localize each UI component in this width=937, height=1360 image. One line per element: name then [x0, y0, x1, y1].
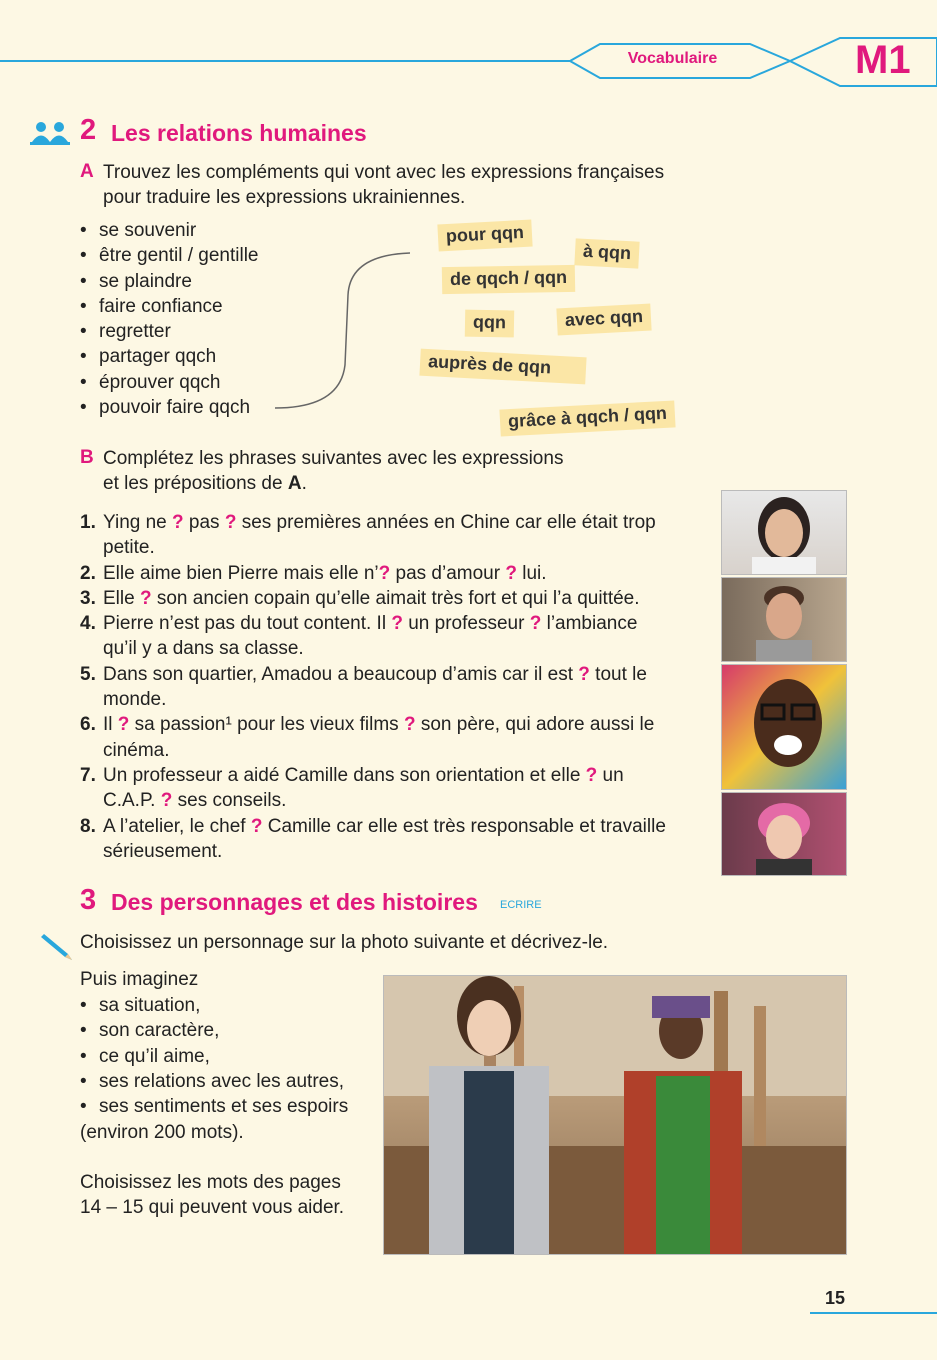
part-a-line-1: Trouvez les compléments qui vont avec les expressions françaises: [103, 162, 665, 183]
sentence-text: lui.: [516, 562, 547, 584]
sentence-text: Un professeur a aidé Camille dans son orientation et elle: [103, 764, 586, 786]
expression-item: • regretter: [80, 319, 259, 344]
tip-text: [80, 1170, 344, 1220]
sentence-item: [80, 586, 695, 611]
pencil-icon: [40, 930, 76, 960]
complement-tag: avec qqn: [556, 304, 651, 336]
sentence-number: 7.: [80, 764, 96, 786]
sentence-text: ses conseils.: [172, 790, 287, 812]
complement-tag: de qqch / qqn: [442, 265, 575, 294]
sentence-text: un professeur: [402, 613, 530, 635]
exercise-3-instruction: Choisissez un personnage sur la photo suivante et décrivez-le.: [80, 932, 609, 953]
word-count-note: (environ 200 mots).: [80, 1122, 244, 1143]
expression-item: • pouvoir faire qqch: [80, 395, 259, 420]
complement-tag: grâce à qqch / qqn: [499, 400, 675, 436]
expression-list: [80, 218, 259, 420]
complement-tag: auprès de qqn: [419, 349, 586, 385]
complement-tag: à qqn: [574, 238, 639, 268]
sentence-number: 3.: [80, 587, 96, 609]
sentence-text: pas d’amour: [390, 562, 506, 584]
complement-tag: pour qqn: [437, 220, 532, 252]
imagine-list: [80, 993, 348, 1119]
sentence-list: [80, 510, 695, 864]
tip-line-2: 14 – 15 qui peuvent vous aider.: [80, 1197, 345, 1218]
part-a-letter: A: [80, 161, 94, 182]
blank-marker: ?: [160, 790, 173, 812]
section-label: Vocabulaire: [627, 50, 718, 67]
blank-marker: ?: [172, 512, 184, 533]
expression-item: • être gentil / gentille: [80, 243, 259, 268]
expression-item: • se souvenir: [80, 218, 259, 243]
expression-item: • éprouver qqch: [80, 370, 259, 395]
sentence-text: sérieusement.: [103, 840, 223, 862]
imagine-item: • ce qu’il aime,: [80, 1044, 348, 1069]
sentence-text: l’ambiance: [541, 613, 638, 635]
portrait-photo-ying: [721, 490, 847, 575]
blank-marker: ?: [224, 512, 237, 533]
blank-marker: ?: [585, 764, 598, 786]
sentence-text: Elle aime bien Pierre mais elle n’: [103, 562, 379, 584]
tip-line-1: Choisissez les mots des pages: [80, 1172, 341, 1193]
sentence-text: qu’il y a dans sa classe.: [103, 638, 304, 660]
sentence-text: Il: [103, 714, 118, 736]
sentence-text: Ying ne: [103, 512, 173, 533]
part-a-instruction: [103, 160, 664, 210]
part-a-line-2: pour traduire les expressions ukrainiennes.: [103, 187, 466, 208]
footer-rule: [810, 1312, 937, 1314]
module-label: M1: [855, 38, 911, 82]
sentence-item: [80, 814, 695, 865]
sentence-number: 8.: [80, 815, 96, 837]
blank-marker: ?: [529, 613, 542, 635]
exercise-2-number: 2: [80, 114, 97, 146]
blank-marker: ?: [250, 815, 263, 837]
sentence-number: 5.: [80, 663, 96, 685]
blank-marker: ?: [117, 714, 130, 736]
sentence-number: 2.: [80, 562, 96, 584]
blank-marker: ?: [391, 613, 403, 635]
sentence-text: Camille car elle est très responsable et travaille: [262, 815, 666, 837]
sentence-text: petite.: [103, 537, 155, 559]
blank-marker: ?: [505, 562, 517, 584]
sentence-text: cinéma.: [103, 739, 170, 761]
exercise-3-number: 3: [80, 884, 97, 916]
expression-item: • faire confiance: [80, 294, 259, 319]
expression-item: • partager qqch: [80, 344, 259, 369]
expression-item: • se plaindre: [80, 269, 259, 294]
blank-marker: ?: [378, 562, 391, 584]
sentence-item: [80, 763, 695, 814]
blank-marker: ?: [403, 714, 416, 736]
sentence-text: A l’atelier, le chef: [103, 815, 251, 837]
sentence-text: tout le: [589, 663, 647, 685]
part-b-line-1: Complétez les phrases suivantes avec les expressions: [103, 448, 564, 469]
sentence-number: 6.: [80, 714, 96, 736]
imagine-item: • sa situation,: [80, 993, 348, 1018]
sentence-item: [80, 662, 695, 713]
portrait-photo-camille: [721, 792, 847, 876]
portrait-photo-pierre: [721, 577, 847, 662]
sentence-item: [80, 712, 695, 763]
sentence-item: [80, 561, 695, 586]
complement-tag: qqn: [465, 310, 514, 338]
sentence-text: Pierre n’est pas du tout content. Il: [103, 613, 392, 635]
sentence-text: sa passion¹ pour les vieux films: [129, 714, 404, 736]
sentence-text: Dans son quartier, Amadou a beaucoup d’amis car il est: [103, 663, 579, 685]
workshop-photo: [383, 975, 847, 1255]
part-b-letter: B: [80, 447, 94, 468]
header-decoration: [0, 30, 937, 100]
sentence-text: pas: [183, 512, 225, 533]
imagine-item: • ses relations avec les autres,: [80, 1069, 348, 1094]
exercise-3-intro: Puis imaginez: [80, 969, 199, 990]
sentence-item: [80, 510, 695, 561]
exercise-3-title: Des personnages et des histoires: [111, 889, 478, 915]
imagine-item: • ses sentiments et ses espoirs: [80, 1094, 348, 1119]
sentence-text: son ancien copain qu’elle aimait très fort et qui l’a quittée.: [151, 587, 640, 609]
part-b-line-2: et les prépositions de A.: [103, 473, 307, 494]
imagine-item: • son caractère,: [80, 1018, 348, 1043]
sentence-text: monde.: [103, 689, 167, 711]
sentence-text: ses premières années en Chine car elle était trop: [236, 512, 656, 533]
blank-marker: ?: [139, 587, 152, 609]
page-number: 15: [824, 1288, 845, 1308]
sentence-number: 4.: [80, 613, 96, 635]
sentence-item: [80, 611, 695, 662]
part-b-instruction: [103, 446, 563, 496]
ecrire-tag: ECRIRE: [500, 899, 542, 911]
sentence-text: son père, qui adore aussi le: [415, 714, 655, 736]
sentence-number: 1.: [80, 512, 96, 533]
blank-marker: ?: [578, 663, 590, 685]
sentence-text: Elle: [103, 587, 140, 609]
bracket-connector: [270, 245, 420, 415]
pair-work-icon: [30, 120, 72, 146]
sentence-text: un: [597, 764, 624, 786]
exercise-2-title: Les relations humaines: [111, 120, 367, 146]
portrait-photo-amadou: [721, 664, 847, 790]
sentence-text: C.A.P.: [103, 790, 161, 812]
